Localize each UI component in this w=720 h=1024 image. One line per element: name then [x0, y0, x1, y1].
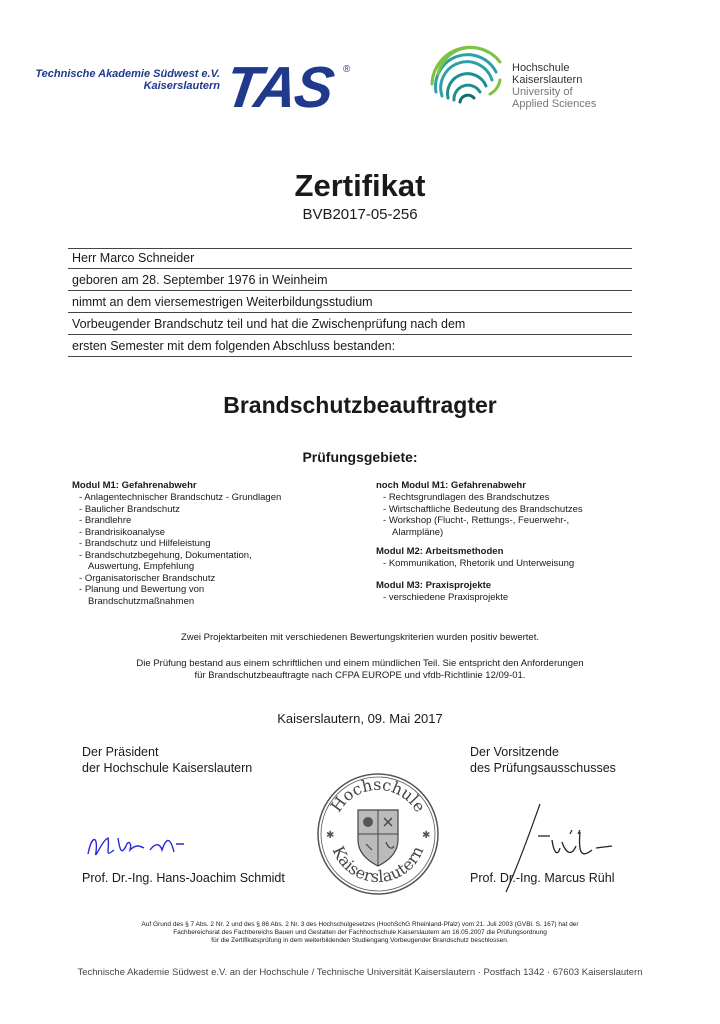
left-role-line-1: Der Präsident [82, 745, 159, 759]
subjects-heading: Prüfungsgebiete: [302, 449, 418, 465]
seal-text-bottom: Kaiserslautern [328, 843, 428, 887]
hs-sub-line-1: University of [512, 86, 573, 98]
list-item: - Rechtsgrundlagen des Brandschutzes [376, 492, 646, 504]
list-item: - Brandschutzbegehung, Dokumentation, [72, 550, 342, 562]
left-signatory-role [82, 744, 252, 776]
hs-sub-line-2: Applied Sciences [512, 98, 597, 110]
list-item: - Brandrisikoanalyse [72, 527, 342, 539]
seal-star-icon: ✱ [326, 830, 335, 841]
list-item: - Planung und Bewertung von [72, 584, 342, 596]
list-item: - Brandschutz und Hilfeleistung [72, 538, 342, 550]
coat-of-arms-icon [358, 810, 398, 866]
exam-note-line-2: für Brandschutzbeauftragte nach CFPA EUROPE und vfdb-Richtlinie 12/09-01. [194, 670, 526, 681]
left-signature [84, 828, 194, 868]
right-signatory-role [470, 744, 616, 776]
degree-title: Brandschutzbeauftragter [223, 392, 497, 418]
list-item: - verschiedene Praxisprojekte [376, 592, 646, 604]
place-date: Kaiserslautern, 09. Mai 2017 [277, 711, 443, 726]
footer-address: Technische Akademie Südwest e.V. an der Hochschule / Technische Universität Kaiserslautern · Postfach 1342 · 67603 Kaiserslautern [77, 967, 643, 978]
hs-name-line-2: Kaiserslautern [512, 74, 583, 86]
person-name: Herr Marco Schneider [68, 248, 632, 269]
study-line: nimmt an dem viersemestrigen Weiterbildungsstudium [68, 292, 632, 313]
right-role-line-1: Der Vorsitzende [470, 745, 559, 759]
legal-line-1: Auf Grund des § 7 Abs. 2 Nr. 2 und des § 86 Abs. 2 Nr. 3 des Hochschulgesetzes (HochSchG Rheinland-Pfalz) vom 21. Juli 2003 (GVBl. S. 167) hat der [141, 921, 579, 928]
tas-line-2: Kaiserslautern [143, 80, 220, 92]
list-item: - Baulicher Brandschutz [72, 504, 342, 516]
hs-name-block [512, 62, 596, 110]
right-role-line-2: des Prüfungsausschusses [470, 761, 616, 775]
registered-mark: ® [343, 64, 351, 75]
seal-text-top: Hochschule [326, 774, 430, 816]
left-role-line-2: der Hochschule Kaiserslautern [82, 761, 253, 775]
seal-star-icon: ✱ [422, 830, 431, 841]
list-item: - Organisatorischer Brandschutz [72, 573, 342, 585]
list-item: - Workshop (Flucht-, Rettungs-, Feuerwehr-, [376, 515, 646, 527]
exam-note-line-1: Die Prüfung bestand aus einem schriftlichen und einem mündlichen Teil. Sie entspricht den Anforderungen [136, 658, 584, 669]
result-line: ersten Semester mit dem folgenden Abschluss bestanden: [68, 336, 632, 357]
module-m1-title: Modul M1: Gefahrenabwehr [72, 480, 197, 491]
right-signatory-name: Prof. Dr.-Ing. Marcus Rühl [470, 871, 615, 885]
module-m1-list [72, 492, 342, 561]
list-item-continuation: Brandschutzmaßnahmen [88, 595, 195, 607]
legal-note [0, 921, 720, 945]
module-m1-cont-title: noch Modul M1: Gefahrenabwehr [376, 480, 526, 491]
list-item: - Anlagentechnischer Brandschutz - Grundlagen [72, 492, 342, 504]
module-m2-title: Modul M2: Arbeitsmethoden [376, 546, 504, 557]
tas-org-name [30, 68, 220, 92]
legal-line-3: für die Zertifikatsprüfung in dem weiterbildenden Studiengang Vorbeugender Brandschutz beschlossen. [211, 937, 509, 944]
official-seal [314, 770, 442, 898]
module-m3-list [376, 592, 646, 604]
list-item-continuation: Alarmpläne) [392, 526, 444, 538]
certificate-title: Zertifikat [294, 168, 426, 203]
left-signatory-name: Prof. Dr.-Ing. Hans-Joachim Schmidt [82, 871, 285, 885]
module-m1-continued [376, 480, 646, 603]
module-m3-title: Modul M3: Praxisprojekte [376, 579, 492, 591]
tas-line-1: Technische Akademie Südwest e.V. [35, 68, 220, 80]
hs-name-line-1: Hochschule [512, 62, 570, 74]
module-m1-cont-list [376, 492, 646, 527]
module-m2-list [376, 558, 646, 570]
list-item-continuation: Auswertung, Empfehlung [88, 561, 195, 572]
exam-note [0, 658, 720, 682]
projects-note: Zwei Projektarbeiten mit verschiedenen Bewertungskriterien wurden positiv bewertet. [180, 632, 539, 643]
exam-line: Vorbeugender Brandschutz teil und hat die Zwischenprüfung nach dem [68, 314, 632, 335]
list-item: - Brandlehre [72, 515, 342, 527]
fingerprint-icon [428, 44, 506, 110]
certificate-number: BVB2017-05-256 [302, 206, 418, 223]
module-m1 [72, 480, 342, 607]
list-item: - Wirtschaftliche Bedeutung des Brandschutzes [376, 504, 646, 516]
list-item: - Kommunikation, Rhetorik und Unterweisung [376, 558, 646, 570]
tas-logo: TAS [221, 55, 337, 120]
module-m1-list-2 [72, 573, 342, 596]
legal-line-2: Fachbereichsrat des Fachbereichs Bauen und Gestalten der Fachhochschule Kaiserslautern am 16.05.2007 die Prüfungsordnung [173, 929, 547, 936]
birth-line: geboren am 28. September 1976 in Weinheim [68, 270, 632, 291]
